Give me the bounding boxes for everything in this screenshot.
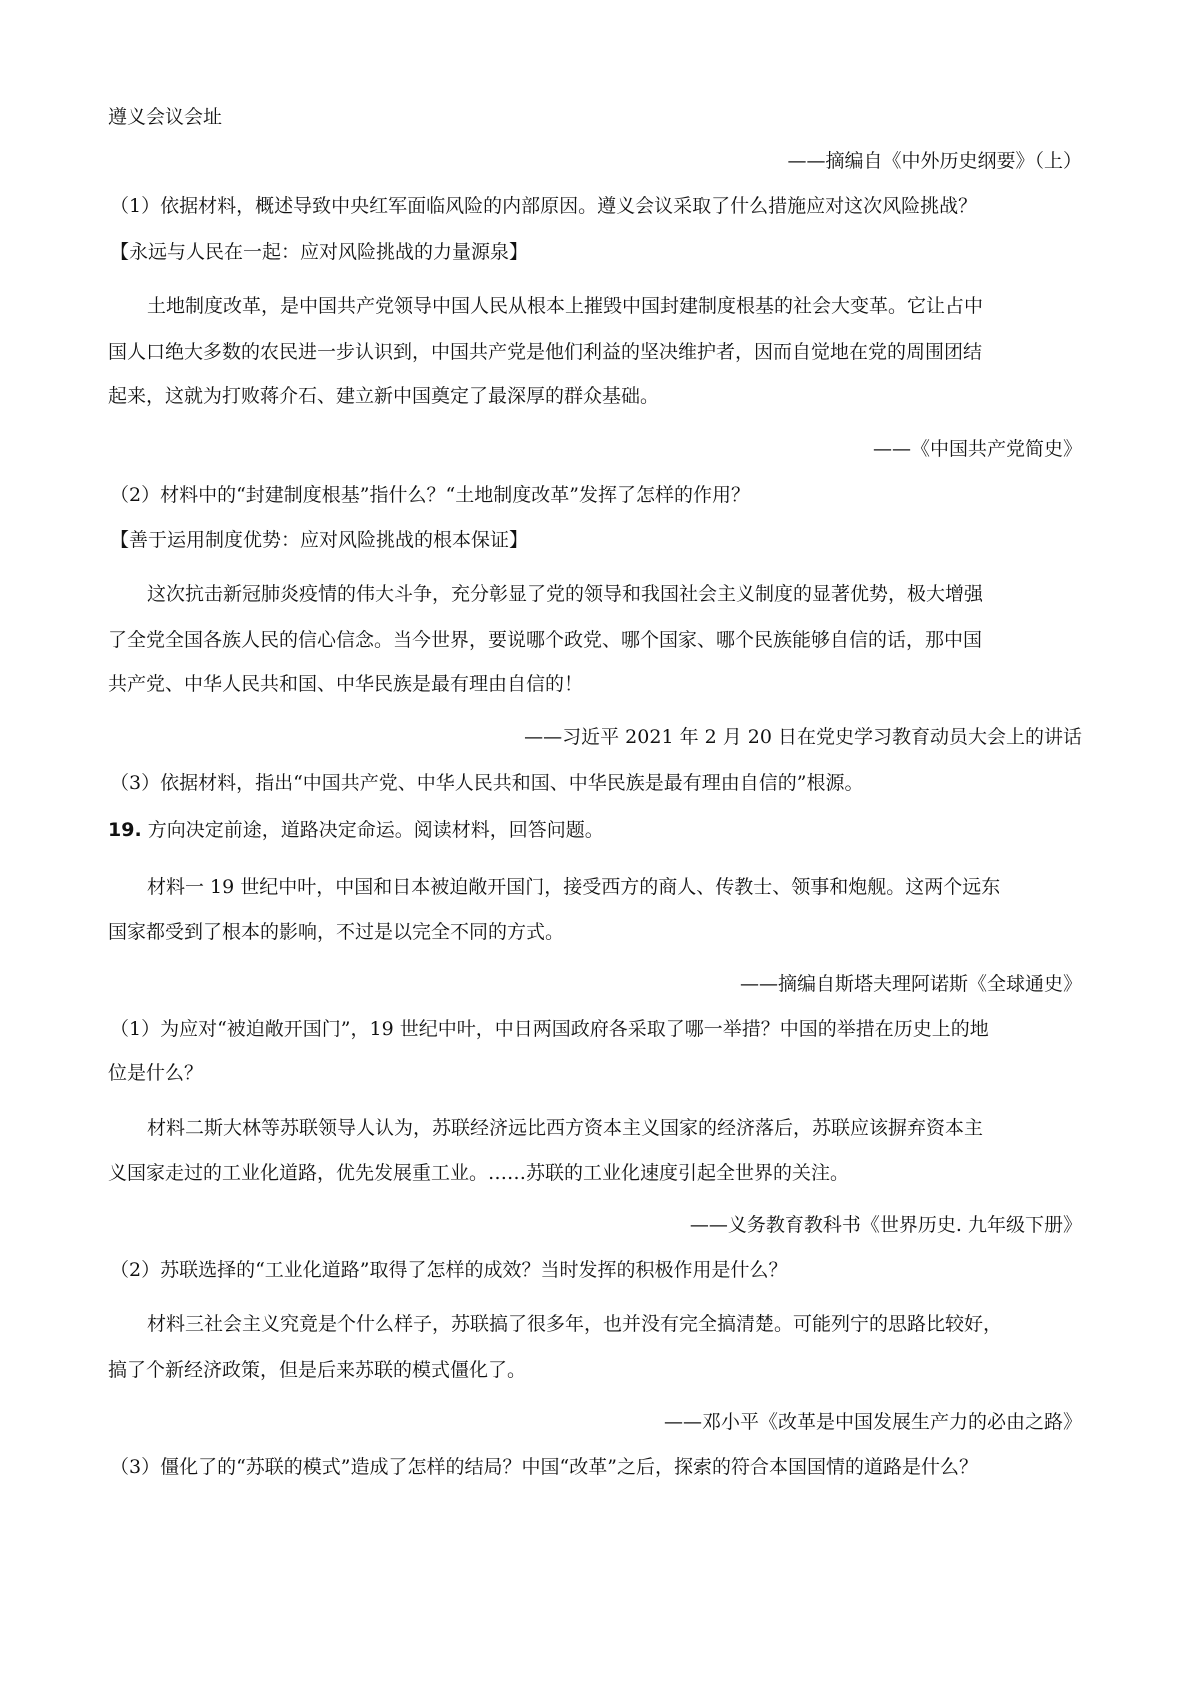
question-text: （3）依据材料，指出“中国共产党、中华人民共和国、中华民族是最有理由自信的”根源。 [110,772,864,794]
material-paragraph-line: 材料一 19 世纪中叶，中国和日本被迫敞开国门，接受西方的商人、传教士、领事和炮舰。这两个远东 [147,876,1001,898]
question-text: （3）僵化了的“苏联的模式”造成了怎样的结局？中国“改革”之后，探索的符合本国国情的道路是什么？ [110,1456,978,1478]
question-text: （2）苏联选择的“工业化道路”取得了怎样的成效？当时发挥的积极作用是什么？ [110,1259,788,1281]
question-number: 19. [108,819,142,841]
material-paragraph-line: 材料二斯大林等苏联领导人认为，苏联经济远比西方资本主义国家的经济落后，苏联应该摒弃资本主 [147,1117,984,1139]
material-paragraph-line: 国家都受到了根本的影响，不过是以完全不同的方式。 [108,921,565,943]
source-citation: ——摘编自《中外历史纲要》（上） [787,150,1082,172]
source-citation: ——习近平 2021 年 2 月 20 日在党史学习教育动员大会上的讲话 [524,726,1082,748]
material-paragraph-line: 这次抗击新冠肺炎疫情的伟大斗争，充分彰显了党的领导和我国社会主义制度的显著优势，极大增强 [147,583,984,605]
material-paragraph-line: 共产党、中华人民共和国、中华民族是最有理由自信的！ [108,673,584,695]
source-citation: ——义务教育教科书《世界历史. 九年级下册》 [689,1214,1082,1236]
section-heading: 【善于运用制度优势：应对风险挑战的根本保证】 [110,529,529,551]
material-paragraph-line: 国人口绝大多数的农民进一步认识到，中国共产党是他们利益的坚决维护者，因而自觉地在党的周围团结 [108,341,983,363]
section-heading: 【永远与人民在一起：应对风险挑战的力量源泉】 [110,241,529,263]
question-text: （1）为应对“被迫敞开国门”，19 世纪中叶，中日两国政府各采取了哪一举措？中国的举措在历史上的地 [110,1018,989,1040]
material-paragraph-line: 了全党全国各族人民的信心信念。当今世界，要说哪个政党、哪个国家、哪个民族能够自信的话，那中国 [108,629,983,651]
question-text: （2）材料中的“封建制度根基”指什么？“土地制度改革”发挥了怎样的作用？ [110,484,750,506]
material-paragraph-line: 起来，这就为打败蒋介石、建立新中国奠定了最深厚的群众基础。 [108,385,660,407]
material-paragraph-line: 义国家走过的工业化道路，优先发展重工业。……苏联的工业化速度引起全世界的关注。 [108,1162,850,1184]
question-text: 位是什么？ [108,1062,204,1084]
question-stem: 方向决定前途，道路决定命运。阅读材料，回答问题。 [147,819,604,841]
material-paragraph-line: 材料三社会主义究竟是个什么样子，苏联搞了很多年，也并没有完全搞清楚。可能列宁的思路比较好， [147,1313,1003,1335]
source-citation: ——邓小平《改革是中国发展生产力的必由之路》 [663,1411,1082,1433]
source-citation: ——《中国共产党简史》 [872,438,1082,460]
source-citation: ——摘编自斯塔夫理阿诺斯《全球通史》 [739,973,1082,995]
image-caption: 遵义会议会址 [108,106,223,128]
material-paragraph-line: 搞了个新经济政策，但是后来苏联的模式僵化了。 [108,1359,527,1381]
question-text: （1）依据材料，概述导致中央红军面临风险的内部原因。遵义会议采取了什么措施应对这次风险挑战？ [110,195,978,217]
question-19-stem [108,817,604,843]
material-paragraph-line: 土地制度改革，是中国共产党领导中国人民从根本上摧毁中国封建制度根基的社会大变革。它让占中 [147,295,984,317]
